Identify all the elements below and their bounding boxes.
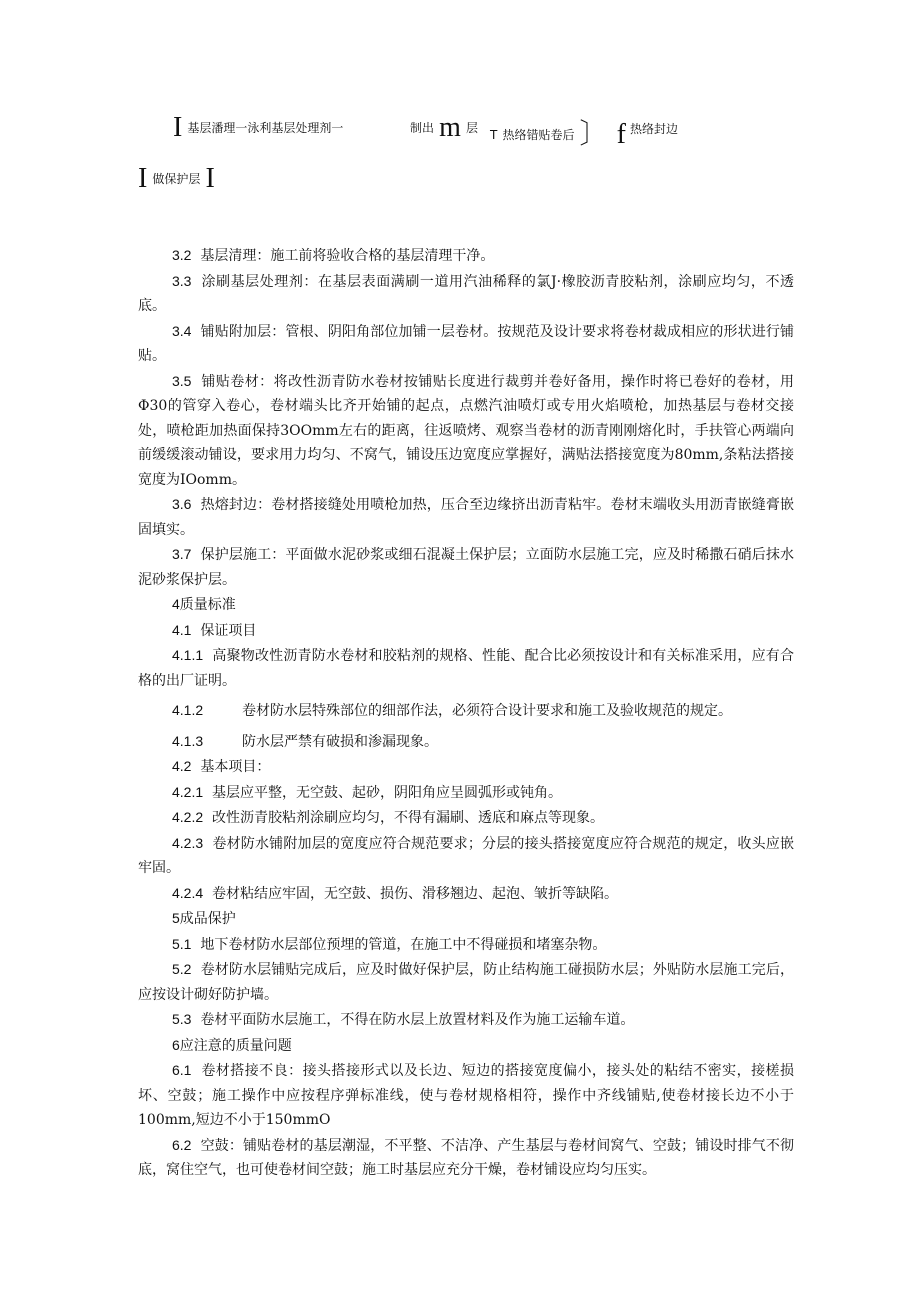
para-3-5: 3.5 铺贴卷材：将改性沥青防水卷材按铺贴长度进行裁剪并卷好备用，操作时将已卷好的卷材，用Φ30的管穿入卷心，卷材端头比齐开始铺的起点，点燃汽油喷灯或专用火焰喷枪，加热基层与卷材交接处，喷枪距加热面保持3OOmm左右的距离，往返喷烤、观察当卷材的沥青刚刚熔化时，手扶管心两端向前缓缓滚动铺设，要求用力均匀、不窝气，铺设压边宽度应掌握好，满贴法搭接宽度为80mm,条粘法搭接宽度为IOomm。 (138, 372, 795, 488)
heading-6: 6应注意的质量问题 (172, 1036, 292, 1054)
flow-bracket: 〕 (579, 119, 608, 150)
heading-4-1: 4.1 保证项目 (172, 621, 257, 639)
flow-row-2 (138, 163, 215, 195)
para-4-1-3: 4.1.3 防水层严禁有破损和渗漏现象。 (172, 732, 438, 750)
flow-row-1d (630, 118, 678, 137)
flow-m: m (439, 112, 461, 143)
document-body (138, 243, 794, 1183)
para-5-2: 5.2 卷材防水层铺贴完成后，应及时做好保护层，防止结构施工碰损防水层；外贴防水层施工完后，应按设计砌好防护墙。 (138, 961, 795, 1003)
flow-f: f (616, 119, 626, 150)
flow-step-seal: 热络封边 (630, 122, 679, 136)
para-3-7: 3.7 保护层施工：平面做水泥砂浆或细石混凝土保护层；立面防水层施工完，应及时稀撒石硝后抹水泥砂浆保护层。 (138, 546, 795, 588)
heading-4: 4质量标准 (172, 596, 236, 613)
para-5-3: 5.3 卷材平面防水层施工，不得在防水层上放置材料及作为施工运输车道。 (172, 1011, 635, 1028)
para-4-1-1: 4.1.1 高聚物改性沥青防水卷材和胶粘剂的规格、性能、配合比必须按设计和有关标准采用，应有合格的出厂证明。 (138, 647, 794, 689)
flow-row-1b (410, 112, 478, 144)
para-6-2: 6.2 空鼓：铺贴卷材的基层潮湿，不平整、不洁净、产生基层与卷材间窝气、空鼓；铺设时排气不彻底，窝住空气，也可使卷材间空鼓；施工时基层应充分干燥，卷材铺设应均匀压实。 (138, 1136, 795, 1178)
flow-step-hot: 热络错贴卷后 (502, 128, 575, 142)
para-3-4: 3.4 铺贴附加层：管根、阴阳角部位加铺一层卷材。按规范及设计要求将卷材裁成相应的形状进行铺贴。 (138, 322, 795, 364)
para-4-2-3: 4.2.3 卷材防水铺附加层的宽度应符合规范要求；分层的接头搭接宽度应符合规范的规定，收头应嵌牢固。 (138, 834, 794, 876)
heading-5: 5成品保护 (172, 910, 236, 927)
para-4-2-2: 4.2.2 改性沥青胶粘剂涂刷应均匀，不得有漏刷、透底和麻点等现象。 (172, 809, 605, 826)
para-4-2-1: 4.2.1 基层应平整，无空鼓、起砂，阴阳角应呈圆弧形或钝角。 (172, 783, 563, 801)
flow-bar-left: I (138, 163, 148, 194)
para-4-2-4: 4.2.4 卷材粘结应牢固，无空鼓、损伤、滑移翘边、起泡、皱折等缺陷。 (172, 884, 619, 902)
para-4-1-2: 4.1.2 卷材防水层特殊部位的细部作法，必须符合设计要求和施工及验收规范的规定。 (172, 702, 732, 719)
para-3-2: 3.2 基层清理：施工前将验收合格的基层清理干净。 (172, 247, 495, 264)
flow-step-layer: 层 (465, 121, 478, 135)
para-5-1: 5.1 地下卷材防水层部位预埋的管道，在施工中不得碰损和堵塞杂物。 (172, 935, 607, 953)
para-6-1: 6.1 卷材搭接不良：接头搭接形式以及长边、短边的搭接宽度偏小，接头处的粘结不密实，接槎损坏、空鼓；施工操作中应按程序弹标准线，使与卷材规格相符，操作中齐线铺贴,使卷材接长边不小于100mm,短边不小于150mmO (138, 1062, 795, 1128)
flow-row-1 (173, 112, 343, 144)
flow-t: T (490, 128, 498, 142)
flow-step-clean: 基层潘理一泳利基层处理剂一 (187, 121, 344, 135)
flow-step-protect: 做保护层 (152, 172, 201, 186)
heading-4-2: 4.2 基本项目： (172, 758, 271, 775)
flow-row-1c (490, 112, 626, 152)
flow-bar: I (173, 112, 183, 143)
flow-step-make: 制出 (410, 121, 435, 135)
para-3-6: 3.6 热熔封边：卷材搭接缝处用喷枪加热，压合至边缘挤出沥青粘牢。卷材末端收头用沥青嵌缝膏嵌固填实。 (138, 496, 795, 538)
flow-bar-right: I (205, 163, 215, 194)
para-3-3: 3.3 涂刷基层处理剂：在基层表面满刷一道用汽油稀释的氯J·橡胶沥青胶粘剂，涂刷应均匀，不透底。 (138, 272, 795, 314)
